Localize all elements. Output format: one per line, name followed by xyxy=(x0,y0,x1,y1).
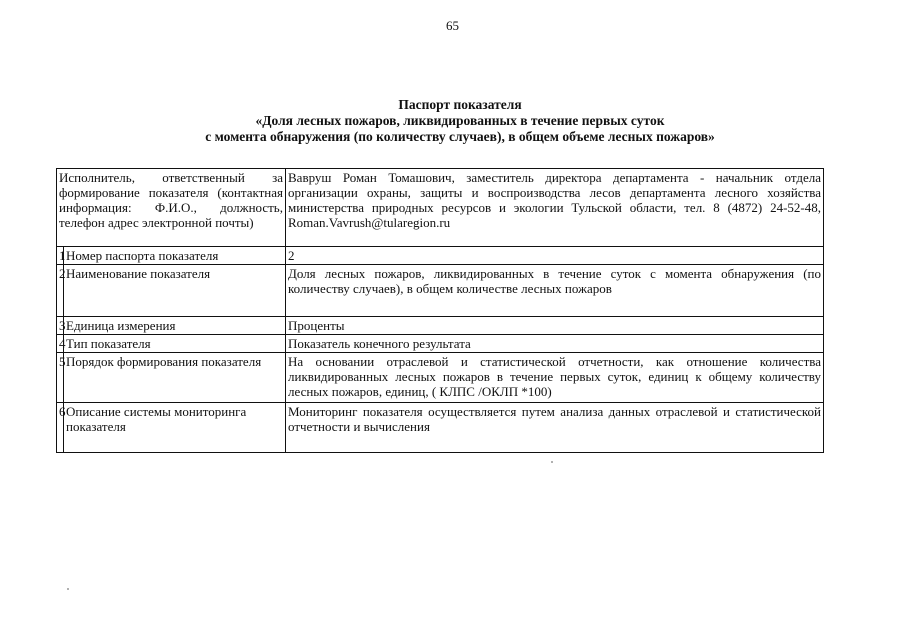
row-label: Порядок формирования показателя xyxy=(64,353,286,403)
row-label: Тип показателя xyxy=(64,335,286,353)
row-number: 5 xyxy=(57,353,64,403)
table-row xyxy=(57,353,824,403)
executor-value: Вавруш Роман Томашович, заместитель директора департамента - начальник отдела организации охраны, защиты и воспроизводства лесов департамента лесного хозяйства министерства природных ресурсов и экологии Тульской области, тел. 8 (4872) 24-52-48, Roman.Vavrush@tularegion.ru xyxy=(286,169,824,247)
table-row-executor xyxy=(57,169,824,247)
passport-table xyxy=(56,168,824,453)
table-row xyxy=(57,265,824,317)
row-label: Номер паспорта показателя xyxy=(64,247,286,265)
scan-speck xyxy=(67,588,69,590)
row-value: Доля лесных пожаров, ликвидированных в течение суток с момента обнаружения (по количеству случаев), в общем количестве лесных пожаров xyxy=(286,265,824,317)
executor-label: Исполнитель, ответственный за формирование показателя (контактная информация: Ф.И.О., должность, телефон адрес электронной почты) xyxy=(57,169,286,247)
row-value: Проценты xyxy=(286,317,824,335)
document-title xyxy=(150,97,770,145)
table-row xyxy=(57,317,824,335)
row-value: Показатель конечного результата xyxy=(286,335,824,353)
row-value: На основании отраслевой и статистической отчетности, как отношение количества ликвидированных лесных пожаров в течение первых суток, единиц к общему количеству лесных пожаров, единиц, ( КЛПС /ОКЛП *100) xyxy=(286,353,824,403)
row-label: Единица измерения xyxy=(64,317,286,335)
row-number: 6 xyxy=(57,403,64,453)
row-value: Мониторинг показателя осуществляется путем анализа данных отраслевой и статистической отчетности и вычисления xyxy=(286,403,824,453)
title-line-1: Паспорт показателя xyxy=(398,97,522,112)
scan-speck xyxy=(551,461,553,463)
row-label: Описание системы мониторинга показателя xyxy=(64,403,286,453)
title-line-2: «Доля лесных пожаров, ликвидированных в течение первых суток xyxy=(255,113,665,128)
row-number: 1 xyxy=(57,247,64,265)
table-row xyxy=(57,403,824,453)
row-value: 2 xyxy=(286,247,824,265)
table-row xyxy=(57,247,824,265)
row-number: 4 xyxy=(57,335,64,353)
page-number: 65 xyxy=(446,18,459,33)
table-row xyxy=(57,335,824,353)
title-line-3: с момента обнаружения (по количеству случаев), в общем объеме лесных пожаров» xyxy=(205,129,715,144)
row-number: 3 xyxy=(57,317,64,335)
row-number: 2 xyxy=(57,265,64,317)
row-label: Наименование показателя xyxy=(64,265,286,317)
